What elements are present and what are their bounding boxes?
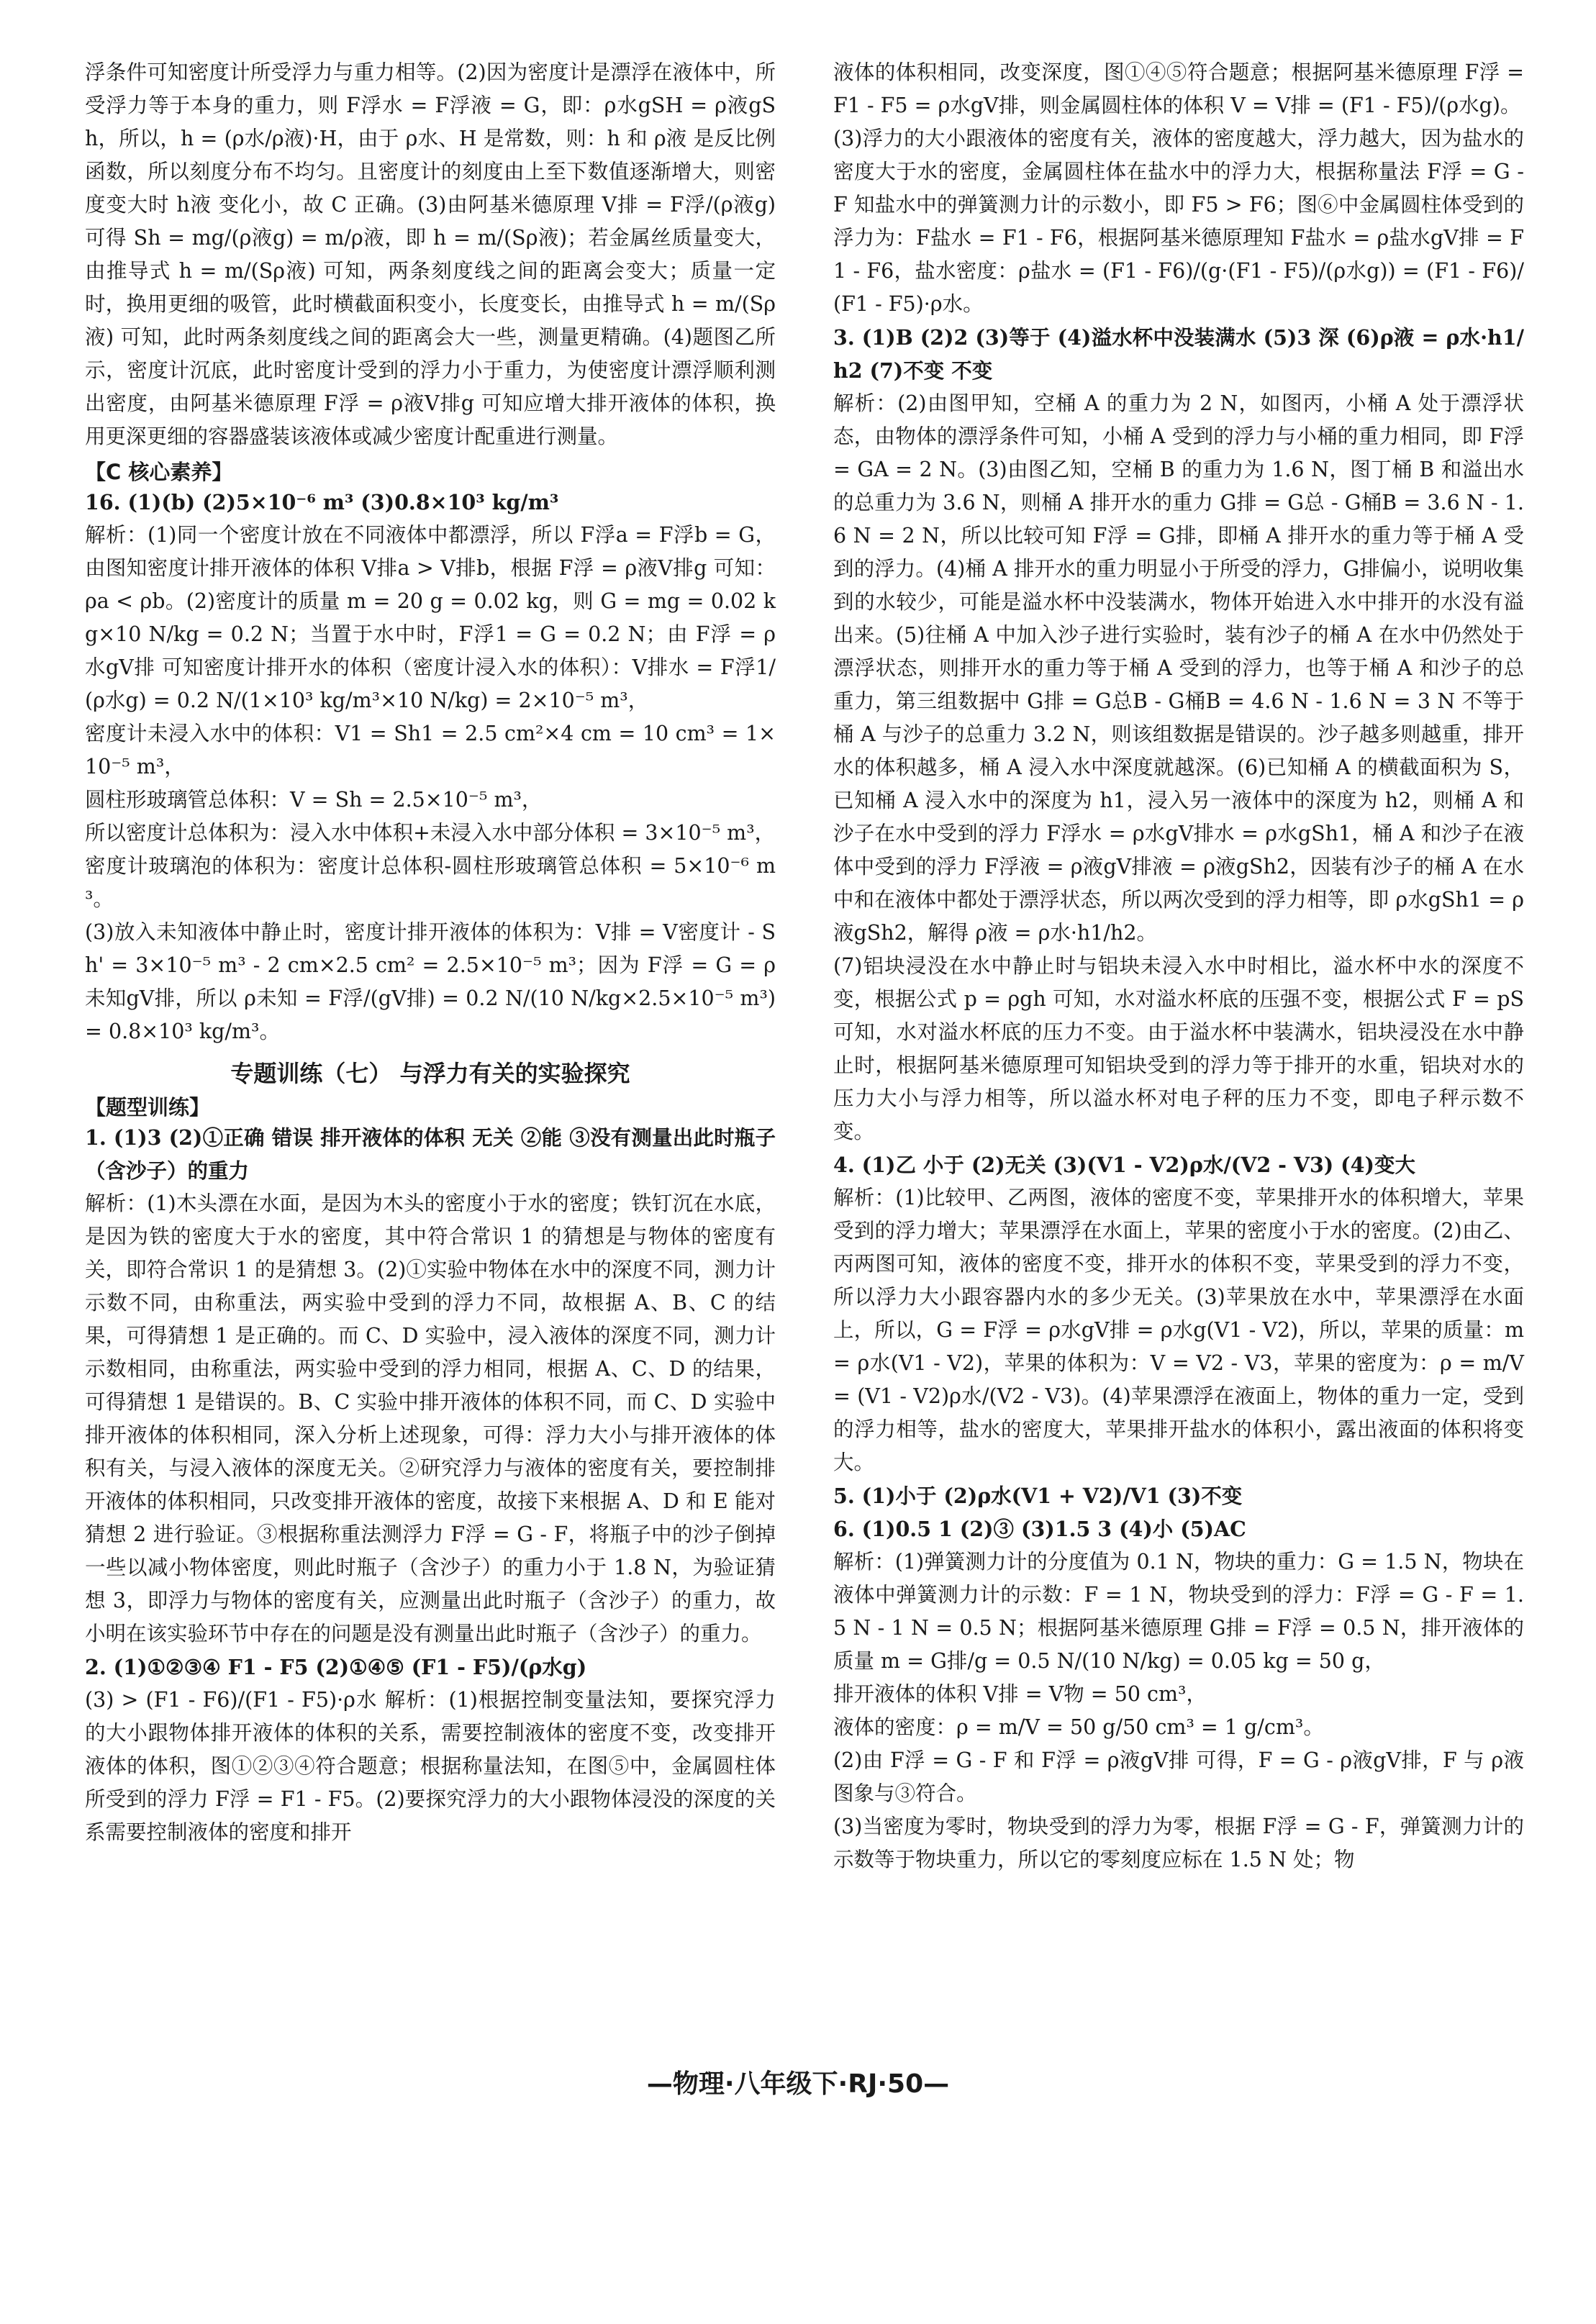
q1-explanation: 解析：(1)木头漂在水面，是因为木头的密度小于水的密度；铁钉沉在水底，是因为铁的密度大于水的密度，其中符合常识 1 的猜想是与物体的密度有关，即符合常识 1 的是猜想 3。(2)①实验中物体在水中的深度不同，测力计示数不同，由称重法，两实验中受到的浮力不同，故根据 A、B、C 的结果，可得猜想 1 是正确的。而 C、D 实验中，浸入液体的深度不同，测力计示数相同，由称重法，两实验中受到的浮力相同，根据 A、C、D 的结果，可得猜想 1 是错误的。B、C 实验中排开液体的体积不同，而 C、D 实验中排开液体的体积相同，深入分析上述现象，可得：浮力大小与排开液体的体积有关，与浸入液体的深度无关。②研究浮力与液体的密度有关，要控制排开液体的体积相同，只改变排开液体的密度，故接下来根据 A、D 和 E 能对猜想 2 进行验证。③根据称重法测浮力 F浮 = G - F，将瓶子中的沙子倒掉一些以减小物体密度，则此时瓶子（含沙子）的重力小于 1.8 N，为验证猜想 3，即浮力与物体的密度有关，应测量出此时瓶子（含沙子）的重力，故小明在该实验环节中存在的问题是没有测量出此时瓶子（含沙子）的重力。 [85, 1191, 776, 1646]
q1-answer: 1. (1)3 (2)①正确 错误 排开液体的体积 无关 ②能 ③没有测量出此时瓶子（含沙子）的重力 [85, 1125, 776, 1183]
q16-answer: 16. (1)(b) (2)5×10⁻⁶ m³ (3)0.8×10³ kg/m³ [85, 490, 559, 514]
q6-explanation-3: 液体的密度：ρ = m/V = 50 g/50 cm³ = 1 g/cm³。 [833, 1715, 1324, 1739]
q16-explanation-4: 所以密度计总体积为：浸入水中体积+未浸入水中部分体积 = 3×10⁻⁵ m³， [85, 821, 776, 845]
q16-explanation-6: (3)放入未知液体中静止时，密度计排开液体的体积为：V排 = V密度计 - Sh' = 3×10⁻⁵ m³ - 2 cm×2.5 cm² = 2.5×10⁻⁵ m³；因为 F浮 = G = ρ未知gV排，所以 ρ未知 = F浮/(gV排) = 0.2 N/(10 N/kg×2.5×10⁻⁵ m³) = 0.8×10³ kg/m³。 [85, 920, 776, 1043]
q6-explanation-1: 解析：(1)弹簧测力计的分度值为 0.1 N，物块的重力：G = 1.5 N，物块在液体中弹簧测力计的示数：F = 1 N，物块受到的浮力：F浮 = G - F = 1.5 N - 1 N = 0.5 N；根据阿基米德原理 G排 = F浮 = 0.5 N，排开液体的质量 m = G排/g = 0.5 N/(10 N/kg) = 0.05 kg = 50 g， [833, 1550, 1524, 1673]
q3-explanation-1: 解析：(2)由图甲知，空桶 A 的重力为 2 N，如图丙，小桶 A 处于漂浮状态，由物体的漂浮条件可知，小桶 A 受到的浮力与小桶的重力相同，即 F浮 = GA = 2 N。(3)由图乙知，空桶 B 的重力为 1.6 N，图丁桶 B 和溢出水的总重力为 3.6 N，则桶 A 排开水的重力 G排 = G总 - G桶B = 3.6 N - 1.6 N = 2 N，所以比较可知 F浮 = G排，即桶 A 排开水的重力等于桶 A 受到的浮力。(4)桶 A 排开水的重力明显小于所受的浮力，G排偏小，说明收集到的水较少，可能是溢水杯中没装满水，物体开始进入水中排开的水没有溢出来。(5)往桶 A 中加入沙子进行实验时，装有沙子的桶 A 在水中仍然处于漂浮状态，则排开水的重力等于桶 A 受到的浮力，也等于桶 A 和沙子的总重力，第三组数据中 G排 = G总B - G桶B = 4.6 N - 1.6 N = 3 N 不等于桶 A 与沙子的总重力 3.2 N，则该组数据是错误的。沙子越多则越重，排开水的体积越多，桶 A 浸入水中深度就越深。(6)已知桶 A 的横截面积为 S，已知桶 A 浸入水中的深度为 h1，浸入另一液体中的深度为 h2，则桶 A 和沙子在水中受到的浮力 F浮水 = ρ水gV排水 = ρ水gSh1，桶 A 和沙子在液体中受到的浮力 F浮液 = ρ液gV排液 = ρ液gSh2，因装有沙子的桶 A 在水中和在液体中都处于漂浮状态，所以两次受到的浮力相等，即 ρ水gSh1 = ρ液gSh2，解得 ρ液 = ρ水·h1/h2。 [833, 391, 1524, 945]
q2-explanation-1: (3) > (F1 - F6)/(F1 - F5)·ρ水 解析：(1)根据控制变量法知，要探究浮力的大小跟物体排开液体的体积的关系，需要控制液体的密度不变，改变排开液体的体积，图①②③④符合题意；根据称量法知，在图⑤中，金属圆柱体所受到的浮力 F浮 = F1 - F5。(2)要探究浮力的大小跟物体浸没的深度的关系需要控制液体的密度和排开 [85, 1688, 776, 1844]
q3-answer: 3. (1)B (2)2 (3)等于 (4)溢水杯中没装满水 (5)3 深 (6)ρ液 = ρ水·h1/h2 (7)不变 不变 [833, 325, 1524, 383]
section-core-literacy: 【C 核心素养】 [85, 460, 233, 484]
q6-explanation-2: 排开液体的体积 V排 = V物 = 50 cm³， [833, 1682, 1207, 1706]
q16-explanation-3: 圆柱形玻璃管总体积：V = Sh = 2.5×10⁻⁵ m³， [85, 788, 543, 812]
section-title: 专题训练（七） 与浮力有关的实验探究 [230, 1060, 630, 1087]
q16-explanation-5: 密度计玻璃泡的体积为：密度计总体积-圆柱形玻璃管总体积 = 5×10⁻⁶ m³。 [85, 854, 776, 911]
right-column [833, 56, 1524, 1876]
section-question-training: 【题型训练】 [85, 1095, 211, 1120]
q2-explanation-3: (3)浮力的大小跟液体的密度有关，液体的密度越大，浮力越大，因为盐水的密度大于水的密度，金属圆柱体在盐水中的浮力大，根据称量法 F浮 = G - F 知盐水中的弹簧测力计的示数小，即 F5 > F6；图⑥中金属圆柱体受到的浮力为：F盐水 = F1 - F6，根据阿基米德原理知 F盐水 = ρ盐水gV排 = F1 - F6，盐水密度：ρ盐水 = (F1 - F6)/(g·(F1 - F5)/(ρ水g)) = (F1 - F6)/(F1 - F5)·ρ水。 [833, 127, 1524, 316]
q6-explanation-4: (2)由 F浮 = G - F 和 F浮 = ρ液gV排 可得，F = G - ρ液gV排，F 与 ρ液 图象与③符合。 [833, 1748, 1524, 1805]
q4-answer: 4. (1)乙 小于 (2)无关 (3)(V1 - V2)ρ水/(V2 - V3) (4)变大 [833, 1153, 1415, 1177]
q6-explanation-5: (3)当密度为零时，物块受到的浮力为零，根据 F浮 = G - F，弹簧测力计的示数等于物块重力，所以它的零刻度应标在 1.5 N 处；物 [833, 1815, 1524, 1871]
q6-answer: 6. (1)0.5 1 (2)③ (3)1.5 3 (4)小 (5)AC [833, 1517, 1246, 1541]
page-footer: —物理·八年级下·RJ·50— [646, 2069, 950, 2099]
q5-answer: 5. (1)小于 (2)ρ水(V1 + V2)/V1 (3)不变 [833, 1484, 1243, 1508]
q2-answer: 2. (1)①②③④ F1 - F5 (2)①④⑤ (F1 - F5)/(ρ水g) [85, 1655, 587, 1679]
q16-explanation-2: 密度计未浸入水中的体积：V1 = Sh1 = 2.5 cm²×4 cm = 10 cm³ = 1×10⁻⁵ m³， [85, 722, 776, 779]
left-column [85, 56, 776, 1849]
q2-explanation-2: 液体的体积相同，改变深度，图①④⑤符合题意；根据阿基米德原理 F浮 = F1 - F5 = ρ水gV排，则金属圆柱体的体积 V = V排 = (F1 - F5)/(ρ水g)。 [833, 60, 1524, 117]
q16-explanation-1: 解析：(1)同一个密度计放在不同液体中都漂浮，所以 F浮a = F浮b = G，由图知密度计排开液体的体积 V排a > V排b，根据 F浮 = ρ液V排g 可知：ρa < ρb。(2)密度计的质量 m = 20 g = 0.02 kg，则 G = mg = 0.02 kg×10 N/kg = 0.2 N；当置于水中时，F浮1 = G = 0.2 N；由 F浮 = ρ水gV排 可知密度计排开水的体积（密度计浸入水的体积）：V排水 = F浮1/(ρ水g) = 0.2 N/(1×10³ kg/m³×10 N/kg) = 2×10⁻⁵ m³， [85, 523, 776, 712]
paragraph-float-condition: 浮条件可知密度计所受浮力与重力相等。(2)因为密度计是漂浮在液体中，所受浮力等于本身的重力，则 F浮水 = F浮液 = G，即：ρ水gSH = ρ液gSh，所以，h = (ρ水/ρ液)·H，由于 ρ水、H 是常数，则：h 和 ρ液 是反比例函数，所以刻度分布不均匀。且密度计的刻度由上至下数值逐渐增大，则密度变大时 h液 变化小，故 C 正确。(3)由阿基米德原理 V排 = F浮/(ρ液g) 可得 Sh = mg/(ρ液g) = m/ρ液，即 h = m/(Sρ液)；若金属丝质量变大，由推导式 h = m/(Sρ液) 可知，两条刻度线之间的距离会变大；质量一定时，换用更细的吸管，此时横截面积变小，长度变长，由推导式 h = m/(Sρ液) 可知，此时两条刻度线之间的距离会大一些，测量更精确。(4)题图乙所示，密度计沉底，此时密度计受到的浮力小于重力，为使密度计漂浮顺利测出密度，由阿基米德原理 F浮 = ρ液V排g 可知应增大排开液体的体积，换用更深更细的容器盛装该液体或减少密度计配重进行测量。 [85, 60, 776, 448]
q3-explanation-2: (7)铝块浸没在水中静止时与铝块未浸入水中时相比，溢水杯中水的深度不变，根据公式 p = ρgh 可知，水对溢水杯底的压强不变，根据公式 F = pS 可知，水对溢水杯底的压力不变。由于溢水杯中装满水，铝块浸没在水中静止时，根据阿基米德原理可知铝块受到的浮力等于排开的水重，铝块对水的压力大小与浮力相等，所以溢水杯对电子秤的压力不变，即电子秤示数不变。 [833, 954, 1524, 1143]
q4-explanation: 解析：(1)比较甲、乙两图，液体的密度不变，苹果排开水的体积增大，苹果受到的浮力增大；苹果漂浮在水面上，苹果的密度小于水的密度。(2)由乙、丙两图可知，液体的密度不变，排开水的体积不变，苹果受到的浮力不变，所以浮力大小跟容器内水的多少无关。(3)苹果放在水中，苹果漂浮在水面上，所以，G = F浮 = ρ水gV排 = ρ水g(V1 - V2)，所以，苹果的质量：m = ρ水(V1 - V2)，苹果的体积为：V = V2 - V3，苹果的密度为：ρ = m/V = (V1 - V2)ρ水/(V2 - V3)。(4)苹果漂浮在液面上，物体的重力一定，受到的浮力相等，盐水的密度大，苹果排开盐水的体积小，露出液面的体积将变大。 [833, 1186, 1524, 1474]
